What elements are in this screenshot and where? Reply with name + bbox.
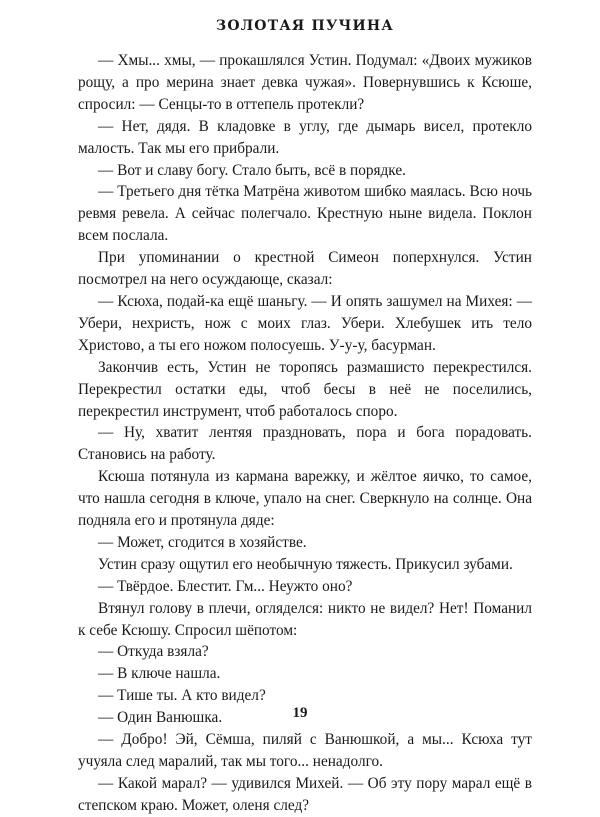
body-text <box>78 50 532 817</box>
paragraph-3: — Вот и славу богу. Стало быть, всё в порядке. <box>98 161 406 179</box>
paragraph-17: — Один Ванюшка. <box>98 709 223 727</box>
paragraph-8: — Ну, хватит лентяя праздновать, пора и бога порадовать. Становись на работу. <box>78 424 532 464</box>
paragraph-11: Устин сразу ощутил его необычную тяжесть. Прикусил зубами. <box>98 555 513 573</box>
page-number: 19 <box>292 705 308 721</box>
paragraph-13: Втянул голову в плечи, огляделся: никто не видел? Нет! Поманил к себе Ксюшу. Спросил шёпотом: <box>78 599 532 639</box>
paragraph-4: — Третьего дня тётка Матрёна животом шибко маялась. Всю ночь ревмя ревела. А сейчас полегчало. Крестную ныне видела. Поклон всем послала. <box>78 183 532 245</box>
paragraph-1: — Хмы... хмы, — прокашлялся Устин. Подумал: «Двоих мужиков рощу, а про мерина знает девка чужая». Повернувшись к Ксюше, спросил: — Сенцы-то в оттепель протекли? <box>78 52 532 113</box>
paragraph-16: — Тише ты. А кто видел? <box>98 687 266 705</box>
paragraph-5: При упоминании о крестной Симеон поперхнулся. Устин посмотрел на него осуждающе, сказал: <box>78 249 532 289</box>
running-head: ЗОЛОТАЯ ПУЧИНА <box>216 18 394 34</box>
paragraph-15: — В ключе нашла. <box>98 665 221 683</box>
paragraph-7: Закончив есть, Устин не торопясь размашисто перекрестился. Перекрестил остатки еды, чтоб бесы в неё не поселились, перекрестил инструмент, чтоб работалось споро. <box>78 358 532 420</box>
paragraph-12: — Твёрдое. Блестит. Гм... Неужто оно? <box>98 577 353 595</box>
paragraph-18: — Добро! Эй, Сёмша, пиляй с Ванюшкой, а мы... Ксюха тут учуяла след маралий, так мы того... ненадолго. <box>78 731 532 770</box>
paragraph-10: — Может, сгодится в хозяйстве. <box>98 533 307 551</box>
paragraph-6: — Ксюха, подай-ка ещё шаньгу. — И опять зашумел на Михея: — Убери, нехристь, нож с моих глаз. Убери. Хлебушек ить тело Христово, а ты его ножом полосуешь. У-у-у, басурман. <box>78 292 532 354</box>
paragraph-2: — Нет, дядя. В кладовке в углу, где дымарь висел, протекло малость. Так мы его прибрали. <box>78 117 532 157</box>
paragraph-14: — Откуда взяла? <box>98 643 209 661</box>
paragraph-9: Ксюша потянула из кармана варежку, и жёлтое яичко, то самое, что нашла сегодня в ключе, упало на снег. Сверкнуло на солнце. Она подняла его и протянула дяде: <box>78 468 532 530</box>
paragraph-19: — Какой марал? — удивился Михей. — Об эту пору марал ещё в степском краю. Может, оленя след? <box>78 774 532 814</box>
